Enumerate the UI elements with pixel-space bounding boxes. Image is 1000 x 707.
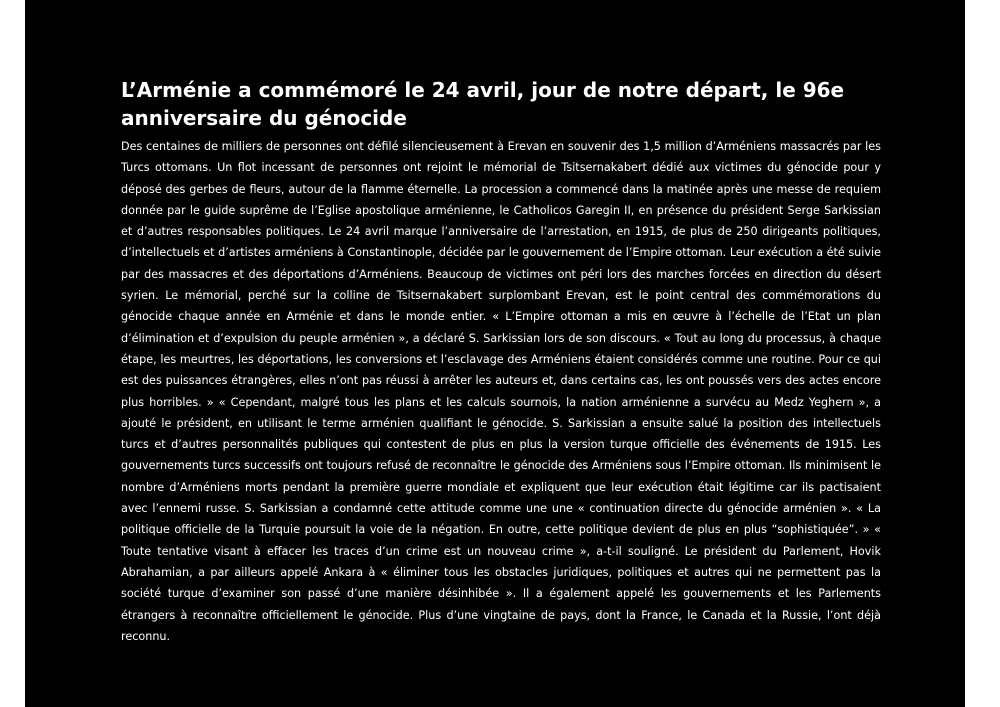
article bbox=[121, 76, 881, 647]
slide-page bbox=[25, 0, 965, 707]
article-title: L’Arménie a commémoré le 24 avril, jour de notre départ, le 96e anniversaire du génocide bbox=[121, 78, 845, 130]
article-body: Des centaines de milliers de personnes ont défilé silencieusement à Erevan en souvenir des 1,5 million d’Arméniens massacrés par les Turcs ottomans. Un flot incessant de personnes ont rejoint le mémorial de Tsitsernakabert dédié aux victimes du génocide pour y déposé des gerbes de fleurs, autour de la flamme éternelle. La procession a commencé dans la matinée après une messe de requiem donnée par le guide suprême de l’Eglise apostolique arménienne, le Catholicos Garegin II, en présence du président Serge Sarkissian et d’autres responsables politiques. Le 24 avril marque l’anniversaire de l’arrestation, en 1915, de plus de 250 dirigeants politiques, d’intellectuels et d’artistes arméniens à Constantinople, décidée par le gouvernement de l’Empire ottoman. Leur exécution a été suivie par des massacres et des déportations d’Arméniens. Beaucoup de victimes ont péri lors des marches forcées en direction du désert syrien. Le mémorial, perché sur la colline de Tsitsernakabert surplombant Erevan, est le point central des commémorations du génocide chaque année en Arménie et dans le monde entier. « L’Empire ottoman a mis en œuvre à l’échelle de l’Etat un plan d’élimination et d’expulsion du peuple arménien », a déclaré S. Sarkissian lors de son discours. « Tout au long du processus, à chaque étape, les meurtres, les déportations, les conversions et l’esclavage des Arméniens étaient considérés comme une routine. Pour ce qui est des puissances étrangères, elles n’ont pas réussi à arrêter les auteurs et, dans certains cas, les ont poussés vers des actes encore plus horribles. » « Cependant, malgré tous les plans et les calculs sournois, la nation arménienne a survécu au Medz Yeghern », a ajouté le président, en utilisant le terme arménien qualifiant le génocide. S. Sarkissian a ensuite salué la position des intellectuels turcs et d’autres personnalités publiques qui contestent de plus en plus la version turque officielle des événements de 1915. Les gouvernements turcs successifs ont toujours refusé de reconnaître le génocide des Arméniens sous l’Empire ottoman. Ils minimisent le nombre d’Arméniens morts pendant la première guerre mondiale et expliquent que leur exécution était légitime car ils pactisaient avec l’ennemi russe. S. Sarkissian a condamné cette attitude comme une une « continuation directe du génocide arménien ». « La politique officielle de la Turquie poursuit la voie de la négation. En outre, cette politique devient de plus en plus “sophistiquée”. » « Toute tentative visant à effacer les traces d’un crime est un nouveau crime », a-t-il souligné. Le président du Parlement, Hovik Abrahamian, a par ailleurs appelé Ankara à « éliminer tous les obstacles juridiques, politiques et autres qui ne permettent pas la société turque d’examiner son passé d’une manière désinhibée ». Il a également appelé les gouvernements et les Parlements étrangers à reconnaître officiellement le génocide. Plus d’une vingtaine de pays, dont la France, le Canada et la Russie, l’ont déjà reconnu. bbox=[121, 140, 881, 643]
